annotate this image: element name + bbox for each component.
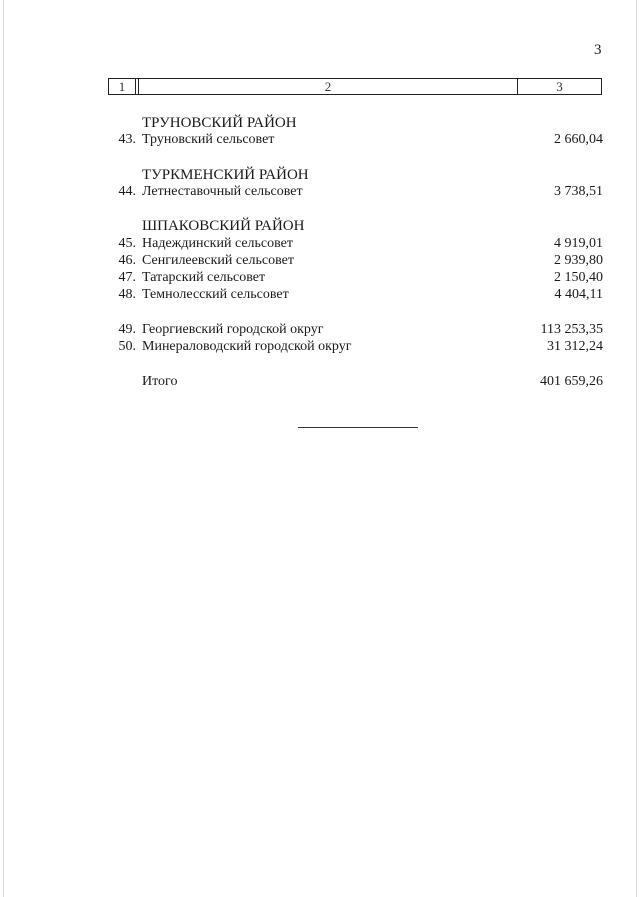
row-number: 50. <box>118 339 136 354</box>
table-row <box>0 338 640 356</box>
column-header-3: 3 <box>556 79 563 94</box>
row-value: 3 738,51 <box>554 184 603 199</box>
table-row <box>0 252 640 270</box>
row-name: Труновский сельсовет <box>142 132 275 147</box>
table-row <box>0 183 640 201</box>
row-name: Летнеставочный сельсовет <box>142 184 303 199</box>
row-name: Надеждинский сельсовет <box>142 236 293 251</box>
row-value: 113 253,35 <box>540 322 603 337</box>
row-number: 49. <box>118 322 136 337</box>
row-number: 45. <box>118 236 136 251</box>
row-name: Георгиевский городской округ <box>142 322 324 337</box>
total-value: 401 659,26 <box>540 374 603 389</box>
table-row <box>0 269 640 287</box>
row-value: 4 919,01 <box>554 236 603 251</box>
row-number: 47. <box>118 270 136 285</box>
total-label: Итого <box>142 374 178 389</box>
row-name: Сенгилеевский сельсовет <box>142 253 294 268</box>
column-header-row <box>108 78 602 95</box>
closing-rule <box>298 427 418 428</box>
row-value: 31 312,24 <box>547 339 603 354</box>
section-heading-trunovsky: ТРУНОВСКИЙ РАЙОН <box>142 115 297 131</box>
row-name: Минераловодский городской округ <box>142 339 352 354</box>
page-number: 3 <box>594 42 602 58</box>
row-number: 48. <box>118 287 136 302</box>
row-number: 43. <box>118 132 136 147</box>
total-row <box>0 373 640 391</box>
row-value: 4 404,11 <box>554 287 603 302</box>
row-number: 44. <box>118 184 136 199</box>
column-header-2: 2 <box>138 79 518 94</box>
table-row <box>0 321 640 339</box>
row-name: Темнолесский сельсовет <box>142 287 289 302</box>
section-heading-shpakovsky: ШПАКОВСКИЙ РАЙОН <box>142 218 305 234</box>
row-value: 2 939,80 <box>554 253 603 268</box>
table-row <box>0 235 640 253</box>
row-value: 2 660,04 <box>554 132 603 147</box>
table-row <box>0 286 640 304</box>
row-value: 2 150,40 <box>554 270 603 285</box>
row-name: Татарский сельсовет <box>142 270 266 285</box>
section-heading-turkmensky: ТУРКМЕНСКИЙ РАЙОН <box>142 167 309 183</box>
table-row <box>0 131 640 149</box>
row-number: 46. <box>118 253 136 268</box>
column-header-1: 1 <box>109 79 136 94</box>
